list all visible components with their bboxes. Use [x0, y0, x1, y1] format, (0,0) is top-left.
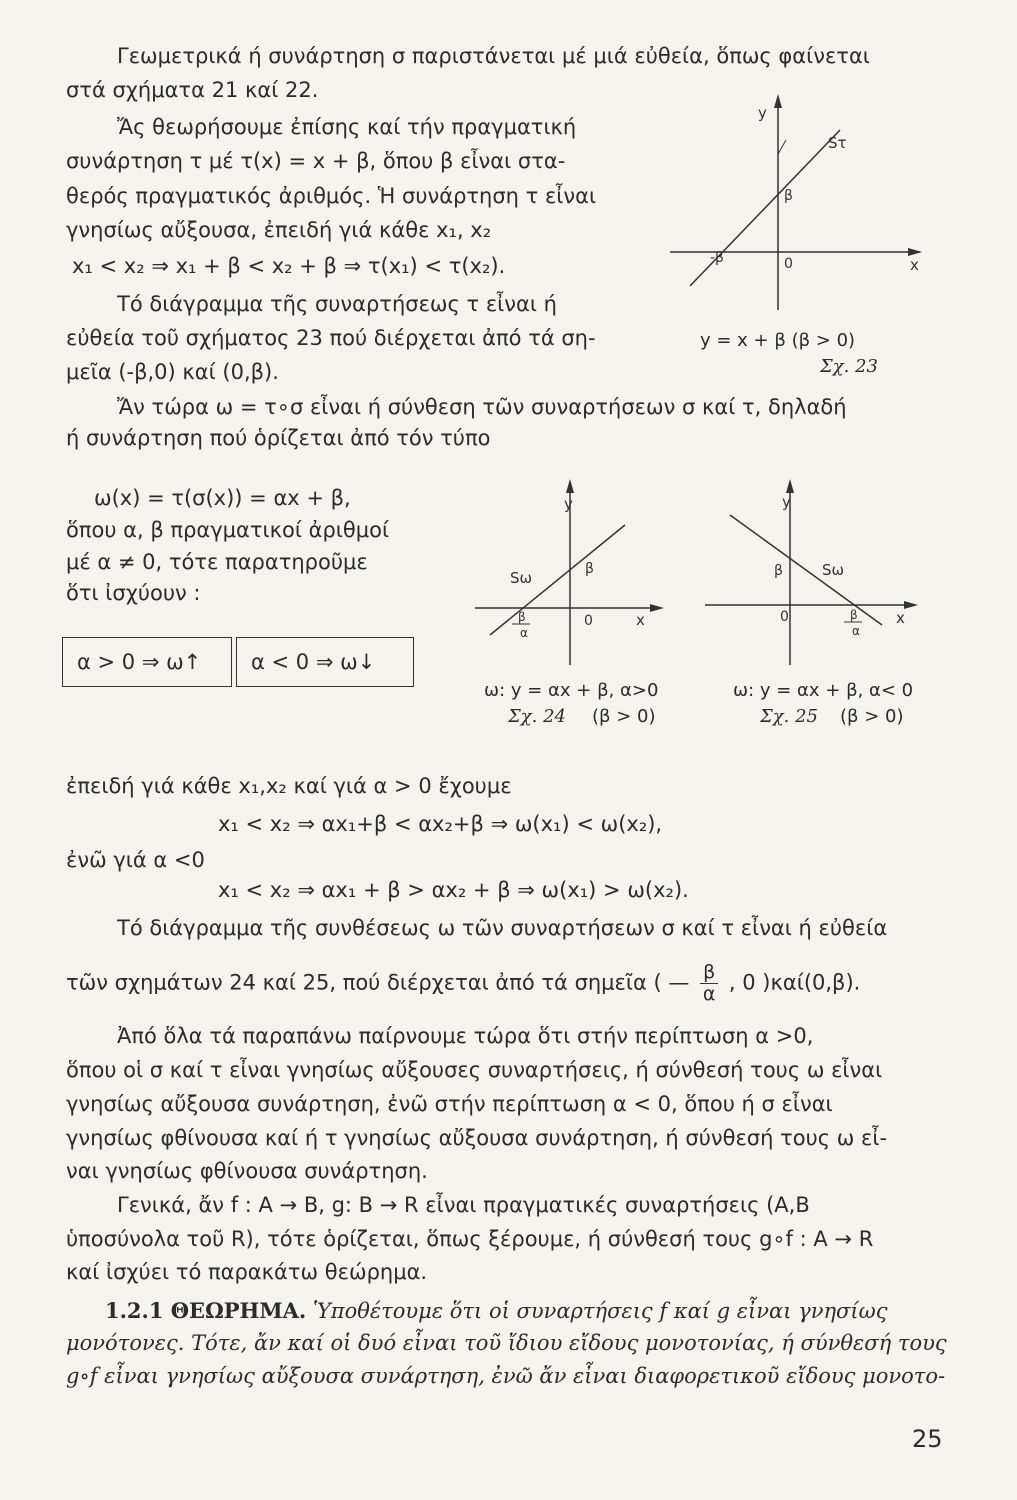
text-line — [66, 962, 860, 1005]
text-line: γνησίως αὔξουσα συνάρτηση, ἐνῶ στήν περίπτωση α < 0, ὅπου ή σ εἶναι — [66, 1092, 833, 1116]
origin-label: 0 — [784, 256, 793, 272]
text-line: Ἄς θεωρήσουμε ἐπίσης καί τήν πραγματική — [117, 115, 577, 139]
figure-24 — [470, 475, 670, 675]
origin-label: 0 — [584, 613, 593, 629]
formula: x₁ < x₂ ⇒ x₁ + β < x₂ + β ⇒ τ(x₁) < τ(x₂). — [72, 254, 506, 278]
fraction — [700, 962, 718, 1005]
theorem-line: μονότονες. Τότε, ἄν καί οἱ δυό εἶναι τοῦ ἴδιου εἴδους μονοτονίας, ή σύνθεσή τους — [66, 1331, 947, 1355]
text-line: θερός πραγματικός ἀριθμός. Ἡ συνάρτηση τ εἶναι — [66, 184, 597, 208]
decreasing-box: α < 0 ⇒ ω↓ — [236, 637, 414, 687]
theorem-number: 1.2.1 ΘΕΩΡΗΜΑ. — [105, 1298, 307, 1323]
text-line: στά σχήματα 21 καί 22. — [66, 78, 319, 102]
beta-label: β — [784, 188, 793, 204]
figure-24-note: (β > 0) — [592, 706, 656, 727]
text-span: τῶν σχημάτων 24 καί 25, πού διέρχεται ἀπό τά σημεῖα — [66, 970, 647, 995]
text-line: γνησίως φθίνουσα καί ή τ γνησίως αὔξουσα συνάρτηση, ή σύνθεσή τους ω εἶ- — [66, 1126, 888, 1150]
text-line: ναι γνησίως φθίνουσα συνάρτηση. — [66, 1159, 428, 1183]
text-line: γνησίως αὔξουσα, ἐπειδή γιά κάθε x₁, x₂ — [66, 218, 492, 242]
text-line: Ἄν τώρα ω = τ∘σ εἶναι ή σύνθεση τῶν συναρτήσεων σ καί τ, δηλαδή — [117, 395, 847, 419]
text-line: Γενικά, ἄν f : A → B, g: B → R εἶναι πραγματικές συναρτήσεις (A,B — [117, 1193, 810, 1217]
curve-label: Sτ — [828, 134, 847, 152]
y-axis-label: y — [782, 493, 791, 511]
text-line: ὑποσύνολα τοῦ R), τότε ὁρίζεται, ὅπως ξέρουμε, ή σύνθεσή τους g∘f : A → R — [66, 1227, 874, 1251]
figure-24-equation: ω: y = αx + β, α>0 — [484, 680, 659, 701]
text-line: συνάρτηση τ μέ τ(x) = x + β, ὅπου β εἶναι στα- — [66, 149, 566, 173]
figure-23-caption: Σχ. 23 — [820, 356, 878, 377]
text-line: ἐνῶ γιά α <0 — [66, 848, 205, 872]
figure-25-note: (β > 0) — [840, 706, 904, 727]
root-denominator: α — [852, 624, 860, 638]
text-line: Τό διάγραμμα τῆς συνθέσεως ω τῶν συναρτήσεων σ καί τ εἶναι ή εὐθεία — [117, 916, 888, 940]
fraction-denominator: α — [702, 982, 716, 1005]
figure-25-equation: ω: y = αx + β, α< 0 — [733, 680, 914, 701]
neg-beta-label: -β — [710, 250, 724, 266]
root-denominator: α — [520, 626, 528, 640]
text-line: καί ἰσχύει τό παρακάτω θεώρημα. — [66, 1260, 428, 1284]
figure-25-caption: Σχ. 25 — [760, 706, 818, 727]
theorem-text: Ὑποθέτουμε ὅτι οἱ συναρτήσεις f καί g εἶναι γνησίως — [312, 1299, 888, 1323]
point-close: , 0 )καί(0,β). — [728, 970, 861, 995]
beta-label: β — [774, 563, 783, 579]
x-axis-label: x — [910, 256, 919, 274]
text-line: ή συνάρτηση πού ὁρίζεται ἀπό τόν τύπο — [66, 426, 491, 450]
text-line: ἐπειδή γιά κάθε x₁,x₂ καί γιά α > 0 ἔχουμε — [66, 774, 512, 798]
curve-label: Sω — [822, 561, 845, 579]
curve-label: Sω — [510, 569, 533, 587]
text-line: Γεωμετρικά ή συνάρτηση σ παριστάνεται μέ μιά εὐθεία, ὅπως φαίνεται — [117, 44, 870, 68]
root-numerator: β — [518, 610, 526, 624]
theorem-line — [105, 1300, 888, 1322]
figure-25 — [700, 475, 920, 675]
text-line: ὅτι ἰσχύουν : — [66, 581, 201, 605]
point-open: ( — — [653, 970, 690, 995]
y-axis-label: y — [564, 495, 573, 513]
text-line: Τό διάγραμμα τῆς συναρτήσεως τ εἶναι ή — [117, 292, 557, 316]
beta-label: β — [585, 561, 594, 577]
theorem-line: g∘f εἶναι γνησίως αὔξουσα συνάρτηση, ἐνῶ ἄν εἶναι διαφορετικοῦ εἴδους μονοτο- — [66, 1364, 946, 1388]
figure-24-caption: Σχ. 24 — [508, 706, 566, 727]
text-line: ὅπου α, β πραγματικοί ἀριθμοί — [66, 518, 390, 542]
origin-label: 0 — [780, 609, 789, 625]
x-axis-label: x — [636, 611, 645, 629]
text-line: μέ α ≠ 0, τότε παρατηροῦμε — [66, 550, 368, 574]
fraction-numerator: β — [700, 962, 718, 984]
figure-23-equation: y = x + β (β > 0) — [700, 330, 856, 351]
root-numerator: β — [850, 608, 858, 622]
y-axis-label: y — [758, 104, 767, 122]
x-axis-label: x — [896, 609, 905, 627]
text-line: εὐθεία τοῦ σχήματος 23 πού διέρχεται ἀπό τά ση- — [66, 326, 596, 350]
formula: x₁ < x₂ ⇒ αx₁+β < αx₂+β ⇒ ω(x₁) < ω(x₂), — [218, 812, 663, 836]
text-line: μεῖα (-β,0) καί (0,β). — [66, 360, 279, 384]
figure-23 — [660, 90, 930, 325]
increasing-box: α > 0 ⇒ ω↑ — [62, 637, 232, 687]
formula: x₁ < x₂ ⇒ αx₁ + β > αx₂ + β ⇒ ω(x₁) > ω(x₂). — [218, 878, 689, 902]
text-line: Ἀπό ὅλα τά παραπάνω παίρνουμε τώρα ὅτι στήν περίπτωση α >0, — [117, 1024, 814, 1048]
page-number: 25 — [912, 1425, 943, 1453]
text-line: ὅπου οἱ σ καί τ εἶναι γνησίως αὔξουσες συναρτήσεις, ή σύνθεσή τους ω εἶναι — [66, 1058, 883, 1082]
formula: ω(x) = τ(σ(x)) = αx + β, — [94, 486, 351, 510]
